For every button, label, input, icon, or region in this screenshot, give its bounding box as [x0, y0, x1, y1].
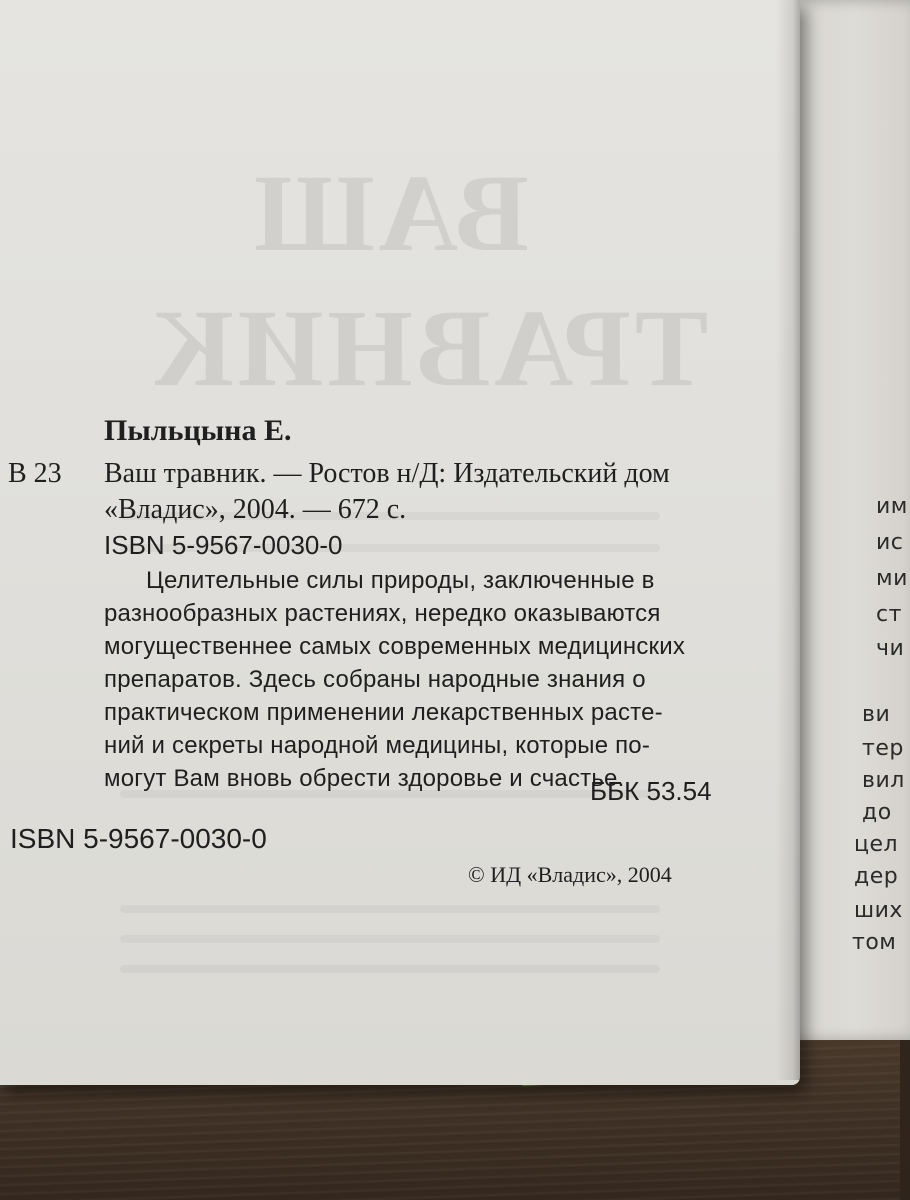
- right-page-fragment: дер: [854, 864, 899, 889]
- isbn-line: ISBN 5-9567-0030-0: [104, 530, 343, 560]
- classification-code: В 23: [8, 458, 62, 489]
- annotation-line: практическом применении лекарственных расте-: [104, 699, 663, 726]
- annotation-line: могущественнее самых современных медицинских: [104, 633, 686, 660]
- copyright-notice: © ИД «Владис», 2004: [468, 862, 672, 887]
- right-page-fragment: том: [852, 930, 897, 955]
- right-page-fragment: вил: [862, 768, 905, 793]
- right-page-fragment: ст: [876, 602, 902, 627]
- annotation-line: Целительные силы природы, заключенные в: [146, 567, 655, 594]
- right-page-fragment: ви: [862, 702, 891, 727]
- right-page-fragment: цел: [854, 832, 899, 857]
- right-page-fragment: ис: [876, 530, 904, 555]
- bibliographic-line-2: «Владис», 2004. — 672 с.: [104, 494, 407, 525]
- show-through-title: ВАШ: [250, 152, 529, 274]
- show-through-subtitle: ТРАВНИК: [150, 287, 709, 409]
- isbn-outer: ISBN 5-9567-0030-0: [10, 823, 267, 854]
- annotation-line: ний и секреты народной медицины, которые по-: [104, 732, 651, 759]
- page-fold-shadow: [776, 0, 800, 1080]
- right-page-fragment: чи: [876, 636, 905, 661]
- right-page-fragment: до: [862, 800, 892, 825]
- bbk-code: ББК 53.54: [590, 776, 712, 806]
- annotation-line: препаратов. Здесь собраны народные знания о: [104, 666, 646, 693]
- show-through-line: [120, 965, 660, 973]
- right-page-fragment: им: [876, 494, 908, 519]
- right-page-fragment: ших: [854, 898, 903, 923]
- annotation-line: разнообразных растениях, нередко оказываются: [104, 600, 661, 627]
- author-name: Пыльцына Е.: [104, 414, 292, 447]
- show-through-line: [120, 935, 660, 943]
- right-page-fragment: тер: [862, 736, 904, 761]
- right-page-fragment: ми: [876, 566, 908, 591]
- bibliographic-line-1: Ваш травник. — Ростов н/Д: Издательский дом: [104, 458, 670, 489]
- annotation-line: могут Вам вновь обрести здоровье и счастье.: [104, 765, 625, 792]
- show-through-line: [120, 905, 660, 913]
